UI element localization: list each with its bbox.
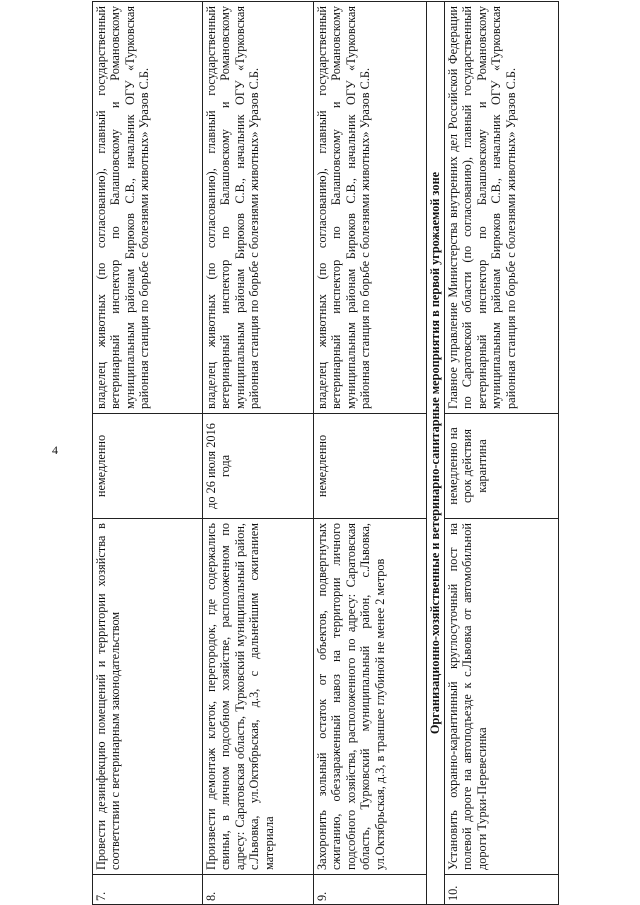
row-number: 8. bbox=[203, 875, 314, 905]
action-cell: Захоронить зольный остаток от объектов, подвергнутых сжиганию, обеззараженный навоз на территории личного подсобного хозяйства, расположенного по адресу: Саратовская область, Турковский муниципальный район, с.Львовка, ул.Октябрьская, д.3, в траншее глубиной не менее 2 метров bbox=[314, 519, 427, 875]
action-cell: Произвести демонтаж клеток, перегородок, где содержались свиньи, в личном подсобном хозяйстве, расположенном по адресу: Саратовская область, Турковский муниципальный район, с.Львовка, ул.Октябрьская, д.3, с дальнейшим сжиганием материала bbox=[203, 519, 314, 875]
row-number: 10. bbox=[445, 875, 559, 905]
table-row bbox=[314, 2, 427, 905]
table-row bbox=[203, 2, 314, 905]
responsible-cell: Главное управление Министерства внутренних дел Российской Федерации по Саратовской области (по согласованию), главный государственный ветеринарный инспектор по Балашовскому и Романовскому муниципальным районам Бирюков С.В., начальник ОГУ «Турковская районная станция по борьбе с болезнями животных» Уразов С.Б. bbox=[445, 2, 559, 414]
deadline-cell: до 26 июля 2016 года bbox=[203, 414, 314, 519]
deadline-cell: немедленно bbox=[314, 414, 427, 519]
responsible-cell: владелец животных (по согласованию), главный государственный ветеринарный инспектор по Балашовскому и Романовскому муниципальным районам Бирюков С.В., начальник ОГУ «Турковская районная станция по борьбе с болезнями животных» Уразов С.Б. bbox=[314, 2, 427, 414]
deadline-cell: немедленно bbox=[93, 414, 203, 519]
page-number: 4 bbox=[52, 443, 58, 457]
section-header-row bbox=[427, 2, 445, 905]
row-number: 9. bbox=[314, 875, 427, 905]
table-row bbox=[445, 2, 559, 905]
measures-table bbox=[92, 1, 559, 905]
action-cell: Провести дезинфекцию помещений и территории хозяйства в соответствии с ветеринарным законодательством bbox=[93, 519, 203, 875]
row-number: 7. bbox=[93, 875, 203, 905]
deadline-cell: немедленно на срок действия карантина bbox=[445, 414, 559, 519]
responsible-cell: владелец животных (по согласованию), главный государственный ветеринарный инспектор по Балашовскому и Романовскому муниципальным районам Бирюков С.В., начальник ОГУ «Турковская районная станция по борьбе с болезнями животных» Уразов С.Б. bbox=[203, 2, 314, 414]
section-title: Организационно-хозяйственные и ветеринарно-санитарные мероприятия в первой угрожаемой зоне bbox=[427, 2, 445, 905]
action-cell: Установить охранно-карантинный круглосуточный пост на полевой дороге на автоподъезде к с.Львовка от автомобильной дороги Турки-Перевесинка bbox=[445, 519, 559, 875]
table-row bbox=[93, 2, 203, 905]
responsible-cell: владелец животных (по согласованию), главный государственный ветеринарный инспектор по Балашовскому и Романовскому муниципальным районам Бирюков С.В., начальник ОГУ «Турковская районная станция по борьбе с болезнями животных» Уразов С.Б. bbox=[93, 2, 203, 414]
